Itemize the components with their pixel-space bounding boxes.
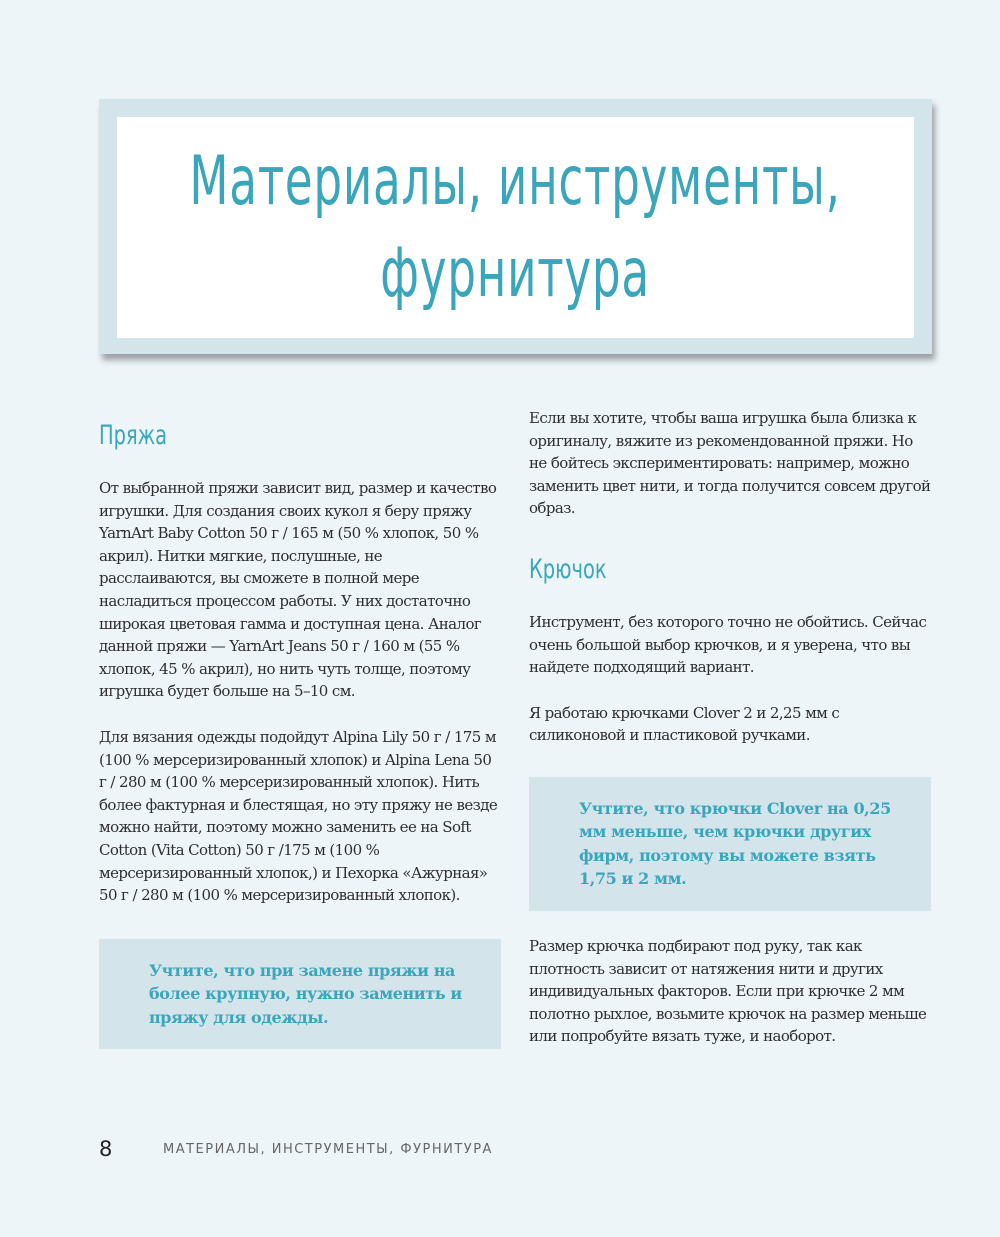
running-head: МАТЕРИАЛЫ, ИНСТРУМЕНТЫ, ФУРНИТУРА	[163, 1141, 493, 1157]
hook-heading: Крючок	[529, 553, 607, 585]
hook-note-box	[529, 777, 931, 911]
hook-paragraph-1: Инструмент, без которого точно не обойтись. Сейчас очень большой выбор крючков, и я уверена, что вы найдете подходящий вариант.	[529, 612, 927, 677]
right-column	[529, 407, 931, 1048]
yarn-heading: Пряжа	[99, 420, 168, 451]
page-title-line2: фурнитура	[380, 233, 651, 313]
hook-note-text: Учтите, что крючки Clover на 0,25 мм меньше, чем крючки других фирм, поэтому вы можете взять 1,75 и 2 мм.	[579, 798, 891, 889]
page-footer	[99, 1137, 493, 1161]
yarn-note-box	[99, 939, 501, 1050]
yarn-paragraph-3: Если вы хотите, чтобы ваша игрушка была близка к оригиналу, вяжите из рекомендованной пряжи. Но не бойтесь экспериментировать: например, можно заменить цвет нити, и тогда получится совсем другой образ.	[529, 409, 931, 518]
page-title	[190, 136, 841, 320]
yarn-note-text: Учтите, что при замене пряжи на более крупную, нужно заменить и пряжу для одежды.	[149, 960, 462, 1027]
yarn-paragraph-2: Для вязания одежды подойдут Alpina Lily 50 г / 175 м (100 % мерсеризированный хлопок) и Alpina Lena 50 г / 280 м (100 % мерсеризированный хлопок). Нить более фактурная и блестящая, но эту пряжу не везде можно найти, поэтому можно заменить ее на Soft Cotton (Vita Cotton) 50 г /175 м (100 % мерсеризированный хлопок,) и Пехорка «Ажурная» 50 г / 280 м (100 % мерсеризированный хлопок).	[99, 727, 498, 905]
page-title-line1: Материалы, инструменты,	[189, 141, 842, 221]
left-column	[99, 418, 501, 1049]
yarn-paragraph-1: От выбранной пряжи зависит вид, размер и качество игрушки. Для создания своих кукол я беру пряжу YarnArt Baby Cotton 50 г / 165 м (50 % хлопок, 50 % акрил). Нитки мягкие, послушные, не расслаиваются, вы сможете в полной мере насладиться процессом работы. У них достаточно широкая цветовая гамма и доступная цена. Аналог данной пряжи — YarnArt Jeans 50 г / 160 м (55 % хлопок, 45 % акрил), но нить чуть толще, поэтому игрушка будет больше на 5–10 см.	[99, 479, 497, 701]
page-number: 8	[99, 1137, 113, 1161]
title-frame	[99, 99, 932, 354]
hook-paragraph-2: Я работаю крючками Clover 2 и 2,25 мм с силиконовой и пластиковой ручками.	[529, 703, 840, 745]
hook-paragraph-3: Размер крючка подбирают под руку, так как плотность зависит от натяжения нити и других индивидуальных факторов. Если при крючке 2 мм полотно рыхлое, возьмите крючок на размер меньше или попробуйте вязать туже, и наоборот.	[529, 936, 927, 1046]
title-box	[117, 117, 914, 338]
